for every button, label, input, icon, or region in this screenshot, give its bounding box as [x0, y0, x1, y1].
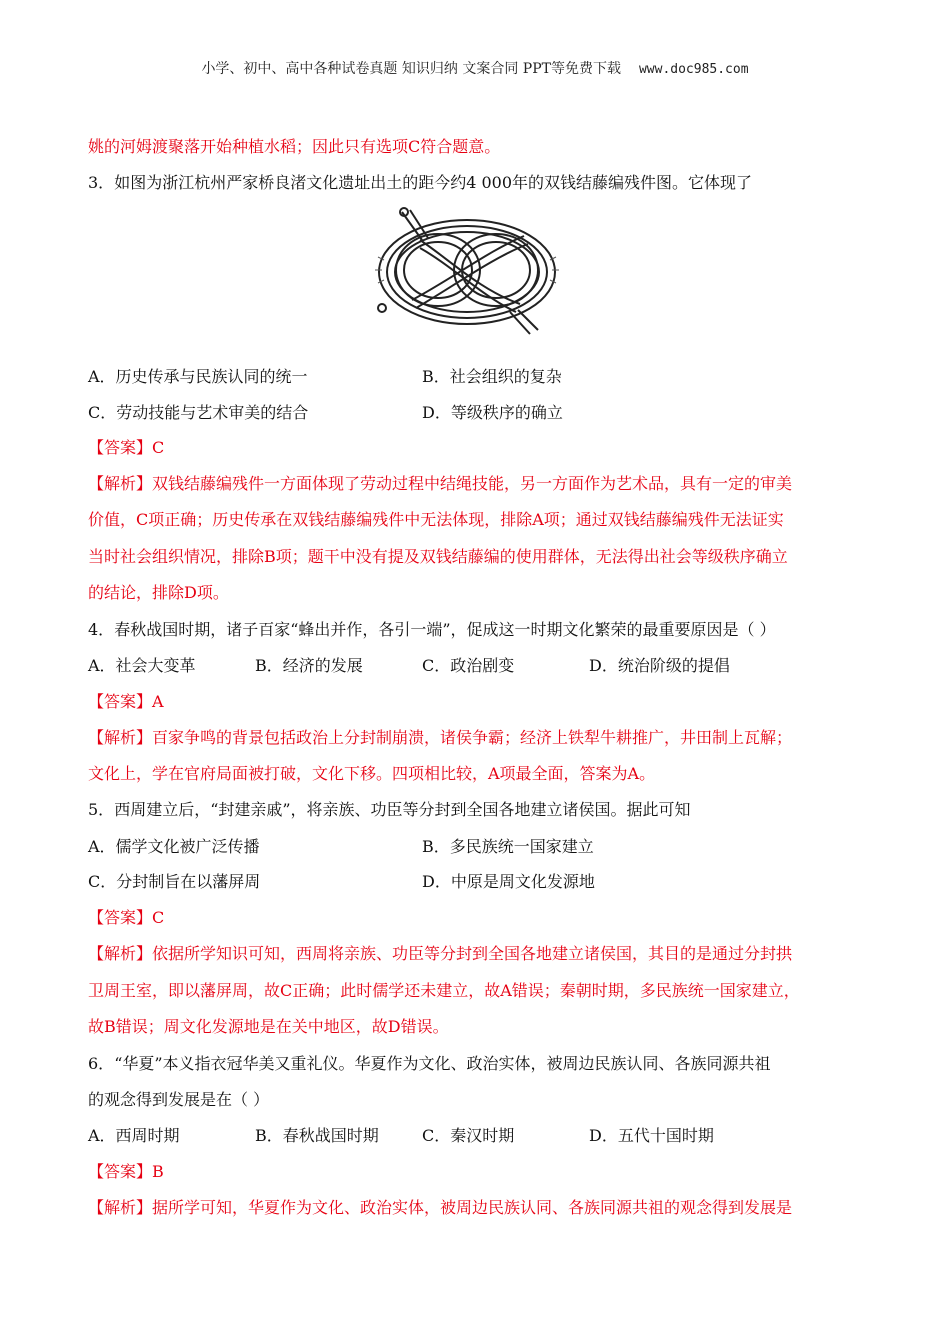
q6-stem-line-1: 6．“华夏”本义指衣冠华美又重礼仪。华夏作为文化、政治实体，被周边民族认同、各族同源共祖 [88, 1054, 771, 1073]
q5-analysis-line-1: 【解析】依据所学知识可知，西周将亲族、功臣等分封到全国各地建立诸侯国，其目的是通过分封拱 [88, 944, 793, 963]
q6-option-d: D．五代十国时期 [589, 1126, 714, 1145]
q6-option-b: B．春秋战国时期 [255, 1126, 379, 1145]
q4-option-a: A．社会大变革 [88, 656, 196, 675]
q4-option-c: C．政治剧变 [422, 656, 515, 675]
q5-stem: 5．西周建立后，“封建亲戚”，将亲族、功臣等分封到全国各地建立诸侯国。据此可知 [88, 800, 691, 819]
q3-answer: 【答案】C [88, 438, 165, 457]
q3-option-c: C．劳动技能与艺术审美的结合 [88, 403, 309, 422]
q4-answer: 【答案】A [88, 692, 164, 711]
q6-option-a: A．西周时期 [88, 1126, 180, 1145]
q5-option-a: A．儒学文化被广泛传播 [88, 837, 260, 856]
q4-analysis-line-2: 文化上，学在官府局面被打破，文化下移。四项相比较，A项最全面，答案为A。 [88, 764, 656, 783]
q3-option-b: B．社会组织的复杂 [422, 367, 562, 386]
q4-option-b: B．经济的发展 [255, 656, 363, 675]
q5-option-c: C．分封制旨在以藩屏周 [88, 872, 261, 891]
q5-option-b: B．多民族统一国家建立 [422, 837, 594, 856]
q4-option-d: D．统治阶级的提倡 [589, 656, 730, 675]
q3-analysis-line-4: 的结论，排除D项。 [88, 583, 229, 602]
q4-analysis-line-1: 【解析】百家争鸣的背景包括政治上分封制崩溃，诸侯争霸；经济上铁犁牛耕推广，井田制上瓦解； [88, 728, 793, 747]
q3-option-a: A．历史传承与民族认同的统一 [88, 367, 308, 386]
q6-option-c: C．秦汉时期 [422, 1126, 515, 1145]
q3-analysis-line-3: 当时社会组织情况，排除B项；题干中没有提及双钱结藤编的使用群体，无法得出社会等级秩序确立 [88, 547, 788, 566]
knot-figure [360, 200, 575, 340]
q3-analysis-line-2: 价值，C项正确；历史传承在双钱结藤编残件中无法体现，排除A项；通过双钱结藤编残件无法证实 [88, 510, 784, 529]
q3-option-d: D．等级秩序的确立 [422, 403, 563, 422]
page-header [0, 58, 950, 78]
q6-stem-line-2: 的观念得到发展是在（ ） [88, 1090, 270, 1109]
q6-answer: 【答案】B [88, 1162, 164, 1181]
intro-tail: 姚的河姆渡聚落开始种植水稻；因此只有选项C符合题意。 [88, 137, 501, 156]
q5-answer: 【答案】C [88, 908, 165, 927]
q5-option-d: D．中原是周文化发源地 [422, 872, 595, 891]
q5-analysis-line-3: 故B错误；周文化发源地是在关中地区，故D错误。 [88, 1017, 449, 1036]
q5-analysis-line-2: 卫周王室，即以藩屏周，故C正确；此时儒学还未建立，故A错误；秦朝时期，多民族统一国家建立， [88, 981, 800, 1000]
q3-analysis-line-1: 【解析】双钱结藤编残件一方面体现了劳动过程中结绳技能，另一方面作为艺术品，具有一定的审美 [88, 474, 793, 493]
q4-stem: 4．春秋战国时期，诸子百家“蜂出并作，各引一端”，促成这一时期文化繁荣的最重要原因是（ ） [88, 620, 776, 639]
q6-analysis-line-1: 【解析】据所学可知，华夏作为文化、政治实体，被周边民族认同、各族同源共祖的观念得到发展是 [88, 1198, 793, 1217]
header-site: www.doc985.com [638, 62, 749, 77]
q3-stem: 3．如图为浙江杭州严家桥良渚文化遗址出土的距今约4 000年的双钱结藤编残件图。它体现了 [88, 173, 752, 192]
header-text: 小学、初中、高中各种试卷真题 知识归纳 文案合同 PPT等免费下载 [201, 61, 621, 77]
